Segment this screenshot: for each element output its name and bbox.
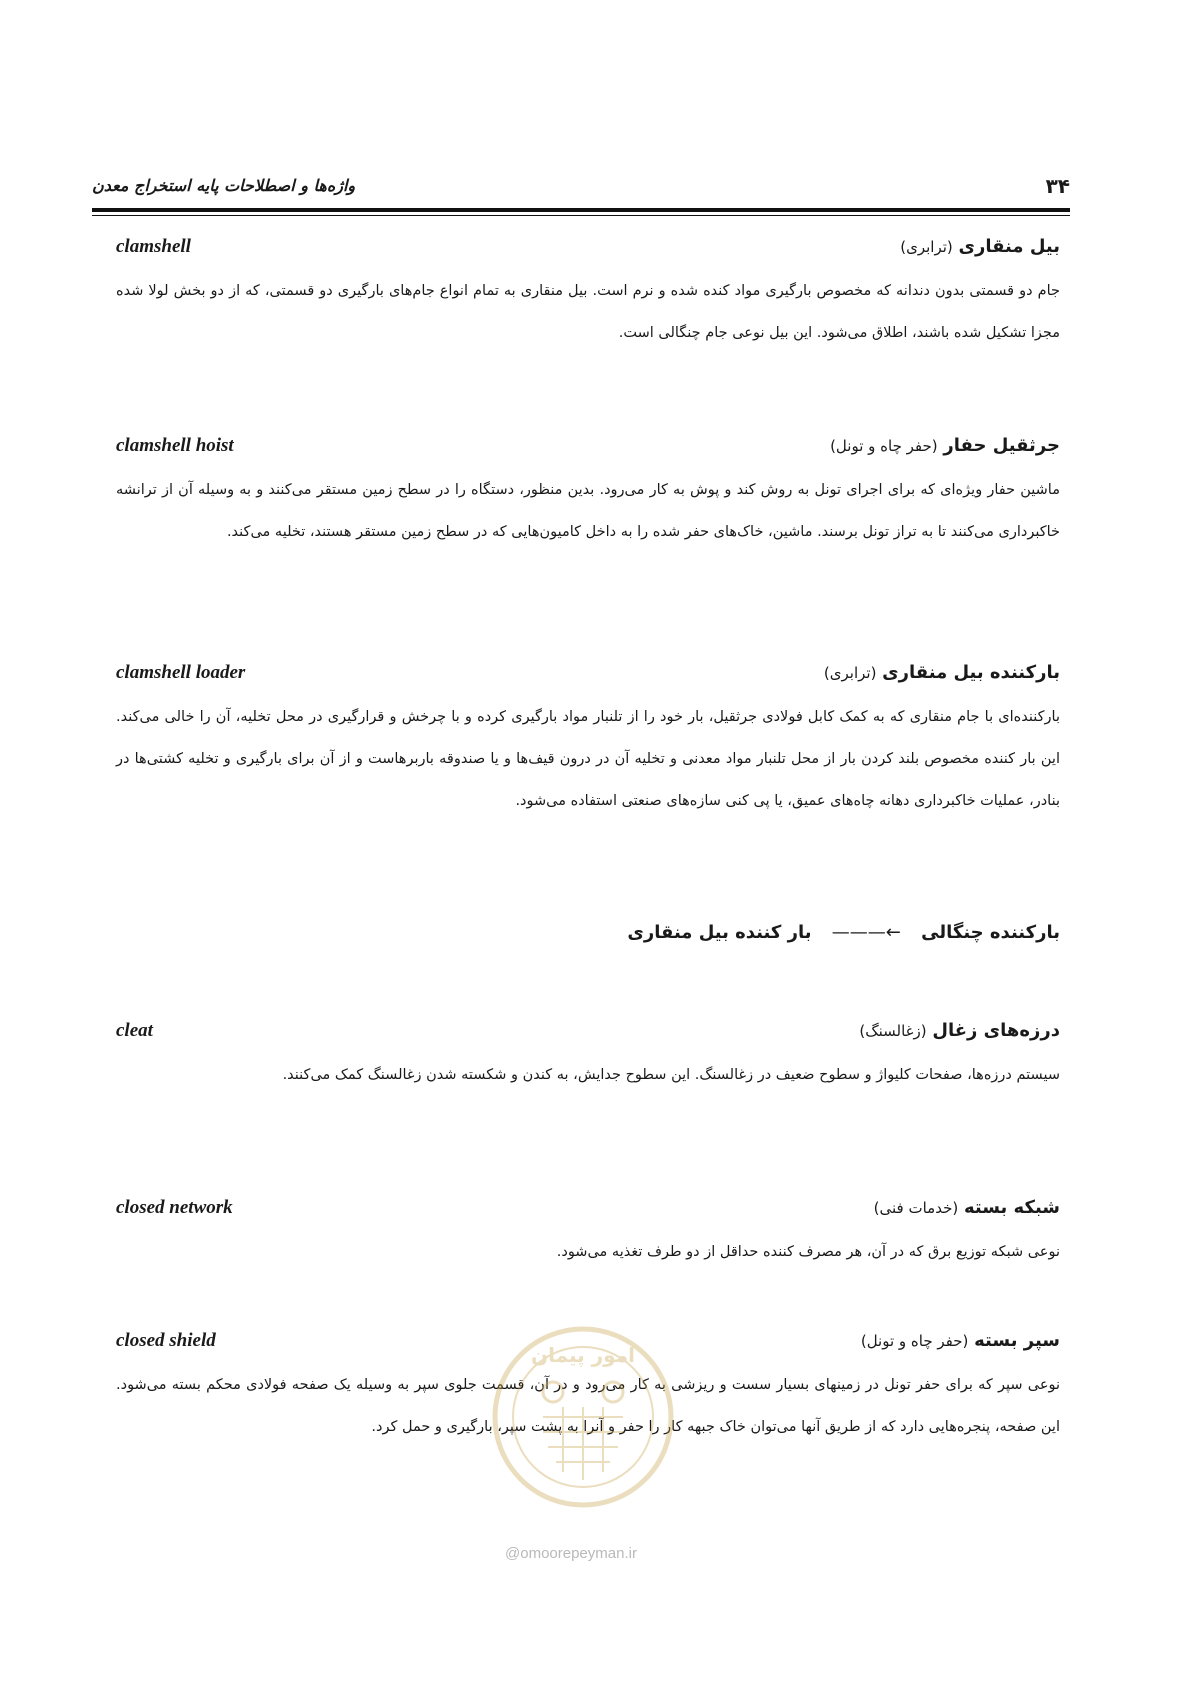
header-rule [92, 208, 1070, 212]
english-term: clamshell hoist [116, 435, 234, 456]
english-term: cleat [116, 1020, 153, 1041]
persian-term-word: سپر بسته [974, 1330, 1060, 1351]
english-term: clamshell loader [116, 662, 246, 683]
subject-field: (ترابری) [900, 238, 953, 256]
definition-text: جام دو قسمتی بدون دندانه که مخصوص بارگیری مواد کنده شده و نرم است. بیل منقاری به تمام انواع جام‌های بارگیری دو قسمتی، که از دو بخش لولا شده مجزا تشکیل شده باشند، اطلاق می‌شود. این بیل نوعی جام چنگالی است. [116, 283, 1060, 341]
definition-text: ماشین حفار ویژه‌ای که برای اجرای تونل به روش کند و پوش به کار می‌رود. بدین منظور، دستگاه را در سطح زمین مستقر می‌کنند و به وسیله آن از ترانشه خاکبرداری می‌کنند تا به تراز تونل برسند. ماشین، خاک‌های حفر شده را به داخل کامیون‌هایی که در سطح زمین مستقر هستند، تخلیه می‌کند. [116, 482, 1060, 540]
subject-field: (زغالسنگ) [859, 1022, 927, 1040]
persian-term-word: بیل منقاری [958, 236, 1060, 257]
subject-field: (حفر چاه و تونل) [860, 1332, 969, 1350]
entry-head [116, 236, 1060, 266]
page-header [92, 170, 1070, 200]
cross-reference-to: بار کننده بیل منقاری [627, 922, 812, 943]
definition-text: نوعی سپر که برای حفر تونل در زمینهای بسیار سست و ریزشی به کار می‌رود و در آن، قسمت جلوی سپر به وسیله یک صفحه فولادی محکم بسته می‌شود. این صفحه، پنجره‌هایی دارد که از طریق آنها می‌توان خاک جبهه کار را حفر و آنرا به پشت سپر، بارگیری و حمل کرد. [116, 1377, 1060, 1435]
definition-text: نوعی شبکه توزیع برق که در آن، هر مصرف کننده حداقل از دو طرف تغذیه می‌شود. [556, 1244, 1060, 1260]
entry-head [116, 662, 1060, 692]
persian-term [874, 1197, 1060, 1218]
english-term: closed network [116, 1197, 233, 1218]
persian-term [859, 1020, 1060, 1041]
cross-reference [627, 922, 1060, 943]
watermark-url: @omoorepeyman.ir [505, 1545, 637, 1562]
cross-reference-from: بارکننده چنگالی [921, 922, 1060, 943]
persian-term [830, 435, 1060, 456]
entry-head [116, 435, 1060, 465]
watermark-logo [488, 1322, 678, 1512]
glossary-entry [116, 236, 1060, 354]
glossary-entry [116, 1020, 1060, 1096]
entry-head [116, 1197, 1060, 1227]
persian-term [861, 1330, 1060, 1351]
left-arrow-icon: ←——— [831, 922, 901, 943]
subject-field: (ترابری) [823, 664, 877, 682]
persian-term-word: جرثقیل حفار [943, 435, 1060, 456]
glossary-entry [116, 662, 1060, 822]
definition-text: سیستم درزه‌ها، صفحات کلیواژ و سطوح ضعیف در زغالسنگ. این سطوح جدایش، به کندن و شکسته شدن زغالسنگ کمک می‌کنند. [282, 1067, 1060, 1083]
entry-head [116, 1020, 1060, 1050]
glossary-entry [116, 435, 1060, 553]
page-number: ۳۴ [1045, 174, 1070, 198]
persian-term [900, 236, 1060, 257]
glossary-entry [116, 1197, 1060, 1273]
persian-term-word: شبکه بسته [963, 1197, 1060, 1218]
subject-field: (خدمات فنی) [873, 1199, 959, 1217]
definition-text: بارکننده‌ای با جام منقاری که به کمک کابل فولادی جرثقیل، بار خود را از تلنبار مواد بارگیری کرده و با چرخش و قرارگیری در محل تخلیه، آن را خالی می‌کند. این بار کننده مخصوص بلند کردن بار از محل تلنبار مواد معدنی و تخلیه آن در درون قیف‌ها و یا صندوقه باربرهاست و از آن برای بارگیری و تخلیه کشتی‌ها در بنادر، عملیات خاکبرداری دهانه چاه‌های عمیق، یا پی کنی سازه‌های صنعتی استفاده می‌شود. [116, 709, 1060, 809]
persian-term [824, 662, 1060, 683]
persian-term-word: بارکننده بیل منقاری [882, 662, 1060, 683]
english-term: clamshell [116, 236, 191, 257]
running-title: واژه‌ها و اصطلاحات پایه استخراج معدن [92, 176, 356, 195]
header-rule-thin [92, 215, 1070, 216]
english-term: closed shield [116, 1330, 216, 1351]
watermark-emblem-text: امور پیمان [531, 1343, 635, 1367]
subject-field: (حفر چاه و تونل) [830, 437, 938, 455]
persian-term-word: درزه‌های زغال [932, 1020, 1060, 1041]
